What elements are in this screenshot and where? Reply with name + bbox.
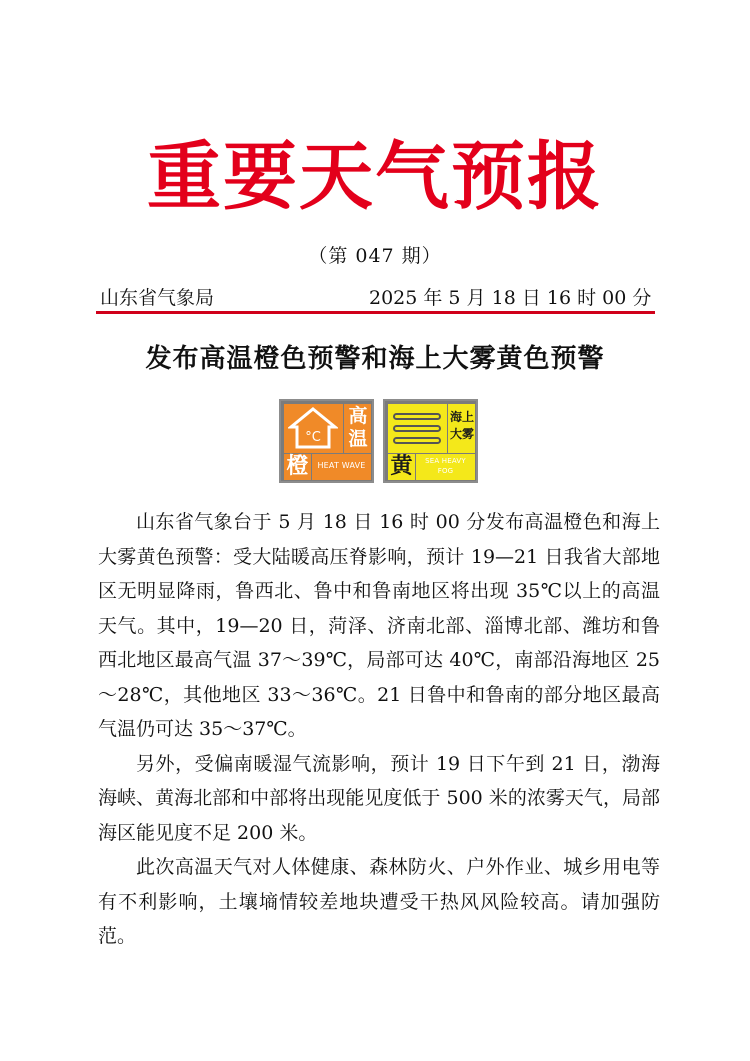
fog-level: 黄 bbox=[390, 454, 413, 479]
fog-lines-icon bbox=[393, 411, 441, 445]
fog-english-line1: SEA HEAVY bbox=[425, 457, 466, 465]
heat-name-top: 高 bbox=[348, 405, 368, 427]
warning-icons bbox=[279, 399, 479, 483]
sea-fog-yellow-warning-icon bbox=[383, 399, 478, 483]
body-text bbox=[98, 505, 660, 954]
paragraph-1: 山东省气象台于 5 月 18 日 16 时 00 分发布高温橙色和海上大雾黄色预警：受大陆暖高压脊影响，预计 19—21 日我省大部地区无明显降雨，鲁西北、鲁中和鲁南地区将出现 35℃以上的高温天气。其中，19—20 日，菏泽、济南北部、淄博北部、潍坊和鲁西北地区最高气温 37～39℃，局部可达 40℃，南部沿海地区 25～28℃，其他地区 33～36℃。21 日鲁中和鲁南的部分地区最高气温仍可达 35～37℃。 bbox=[98, 511, 660, 740]
header-meta bbox=[98, 283, 654, 311]
heat-wave-orange-warning-icon bbox=[279, 399, 374, 483]
issuer: 山东省气象局 bbox=[100, 287, 215, 309]
house-thermometer-icon bbox=[288, 407, 338, 449]
heat-english: HEAT WAVE bbox=[317, 461, 366, 470]
fog-name-line1: 海上 bbox=[449, 410, 474, 424]
issue-number: （第 047 期） bbox=[308, 245, 442, 267]
paragraph-2: 另外，受偏南暖湿气流影响，预计 19 日下午到 21 日，渤海海峡、黄海北部和中部将出现能见度低于 500 米的浓雾天气，局部海区能见度不足 200 米。 bbox=[98, 752, 660, 844]
heat-level: 橙 bbox=[286, 454, 309, 479]
paragraph-3: 此次高温天气对人体健康、森林防火、户外作业、城乡用电等有不利影响，土壤墒情较差地块遭受干热风风险较高。请加强防范。 bbox=[98, 856, 660, 947]
issue-datetime: 2025 年 5 月 18 日 16 时 00 分 bbox=[369, 287, 652, 309]
fog-english-line2: FOG bbox=[437, 467, 454, 475]
red-divider bbox=[96, 311, 655, 314]
document-title: 重要天气预报 bbox=[147, 134, 603, 220]
heat-name-bottom: 温 bbox=[348, 428, 368, 450]
headline: 发布高温橙色预警和海上大雾黄色预警 bbox=[145, 344, 605, 374]
heat-unit: °C bbox=[305, 430, 321, 445]
fog-name-line2: 大雾 bbox=[449, 427, 474, 441]
